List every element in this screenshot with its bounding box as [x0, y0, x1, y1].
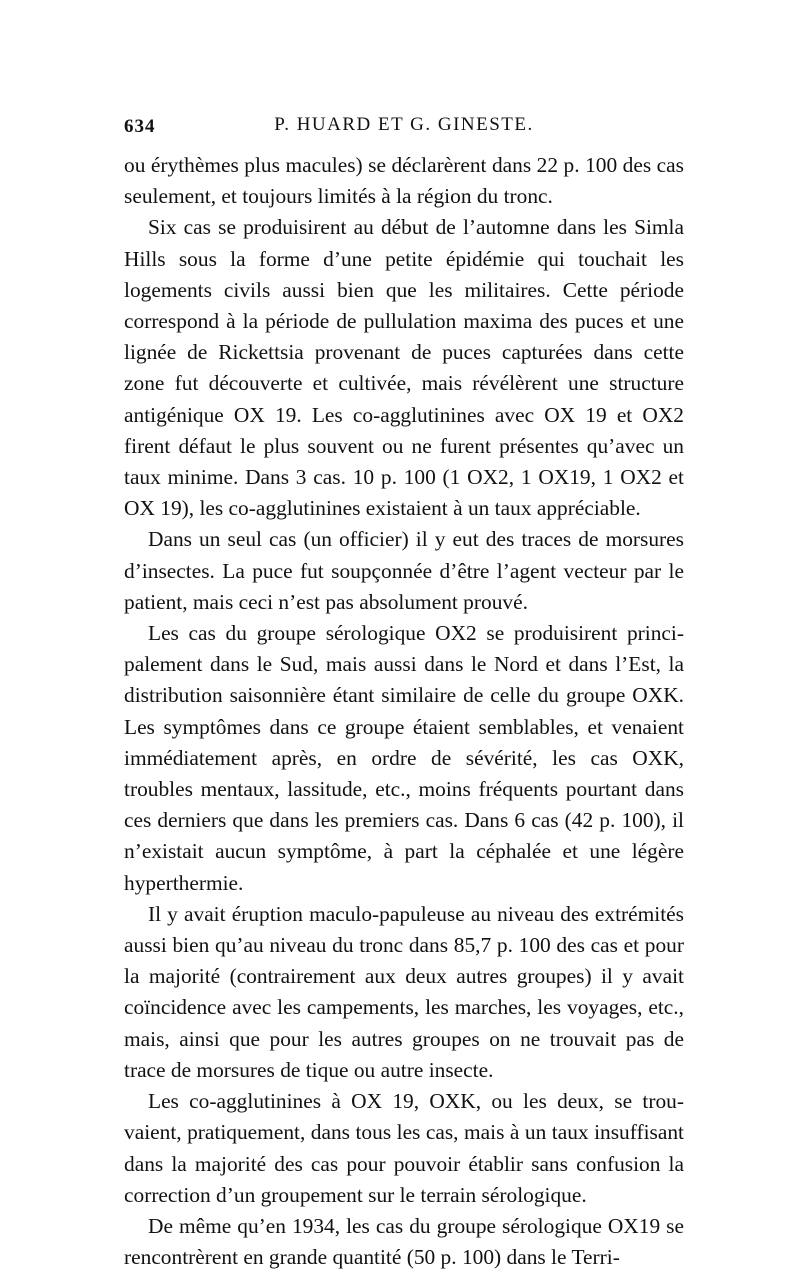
- running-header: [124, 110, 684, 144]
- paragraph-4: Les cas du groupe sérologique OX2 se produisirent principalement dans le Sud, mais aussi dans le Nord et dans l’Est, la distribution saisonnière étant similaire de celle du groupe OXK. Les symptômes dans ce groupe étaient semblables, et venaient immédiatement après, en ordre de sévérité, les cas OXK, troubles mentaux, lassitude, etc., moins fréquents pourtant dans ces derniers que dans les premiers cas. Dans 6 cas (42 p. 100), il n’existait aucun symptôme, à part la céphalée et une légère hyperthermie.: [124, 621, 684, 895]
- paragraph-1: ou érythèmes plus macules) se déclarèrent dans 22 p. 100 des cas seulement, et toujours limités à la région du tronc.: [124, 153, 684, 209]
- paragraph-7: De même qu’en 1934, les cas du groupe sérologique OX19 se rencontrèrent en grande quantité (50 p. 100) dans le Terri-: [124, 1213, 684, 1270]
- page-number: 634: [124, 116, 156, 137]
- book-page: [124, 110, 684, 1273]
- paragraph-3: Dans un seul cas (un officier) il y eut des traces de morsures d’insectes. La puce fut soupçonnée d’être l’agent vecteur par le patient, mais ceci n’est pas absolument prouvé.: [124, 527, 684, 614]
- paragraph-5: Il y avait éruption maculo-papuleuse au niveau des extrémités aussi bien qu’au niveau du tronc dans 85,7 p. 100 des cas et pour la majorité (contrairement aux deux autres groupes) il y avait coïncidence avec les campements, les marches, les voyages, etc., mais, ainsi que pour les autres groupes on ne trouvait pas de trace de morsures de tique ou autre insecte.: [124, 901, 684, 1082]
- paragraph-2: Six cas se produisirent au début de l’automne dans les Simla Hills sous la forme d’une petite épidémie qui touchait les logements civils aussi bien que les militaires. Cette période correspond à la période de pullulation maxima des puces et une lignée de Rickettsia provenant de puces capturées dans cette zone fut découverte et cultivée, mais révélèrent une structure antigénique OX 19. Les co-agglutinines avec OX 19 et OX2 firent défaut le plus souvent ou ne furent présentes qu’avec un taux minime. Dans 3 cas. 10 p. 100 (1 OX2, 1 OX19, 1 OX2 et OX 19), les co-agglutinines existaient à un taux appréciable.: [124, 215, 684, 521]
- paragraph-6: Les co-agglutinines à OX 19, OXK, ou les deux, se trouvaient, pratiquement, dans tous les cas, mais à un taux insuffisant dans la majorité des cas pour pouvoir établir sans confusion la correction d’un groupement sur le terrain sérologique.: [124, 1089, 684, 1207]
- running-title: P. HUARD ET G. GINESTE.: [274, 114, 534, 135]
- body-text: [124, 150, 684, 1273]
